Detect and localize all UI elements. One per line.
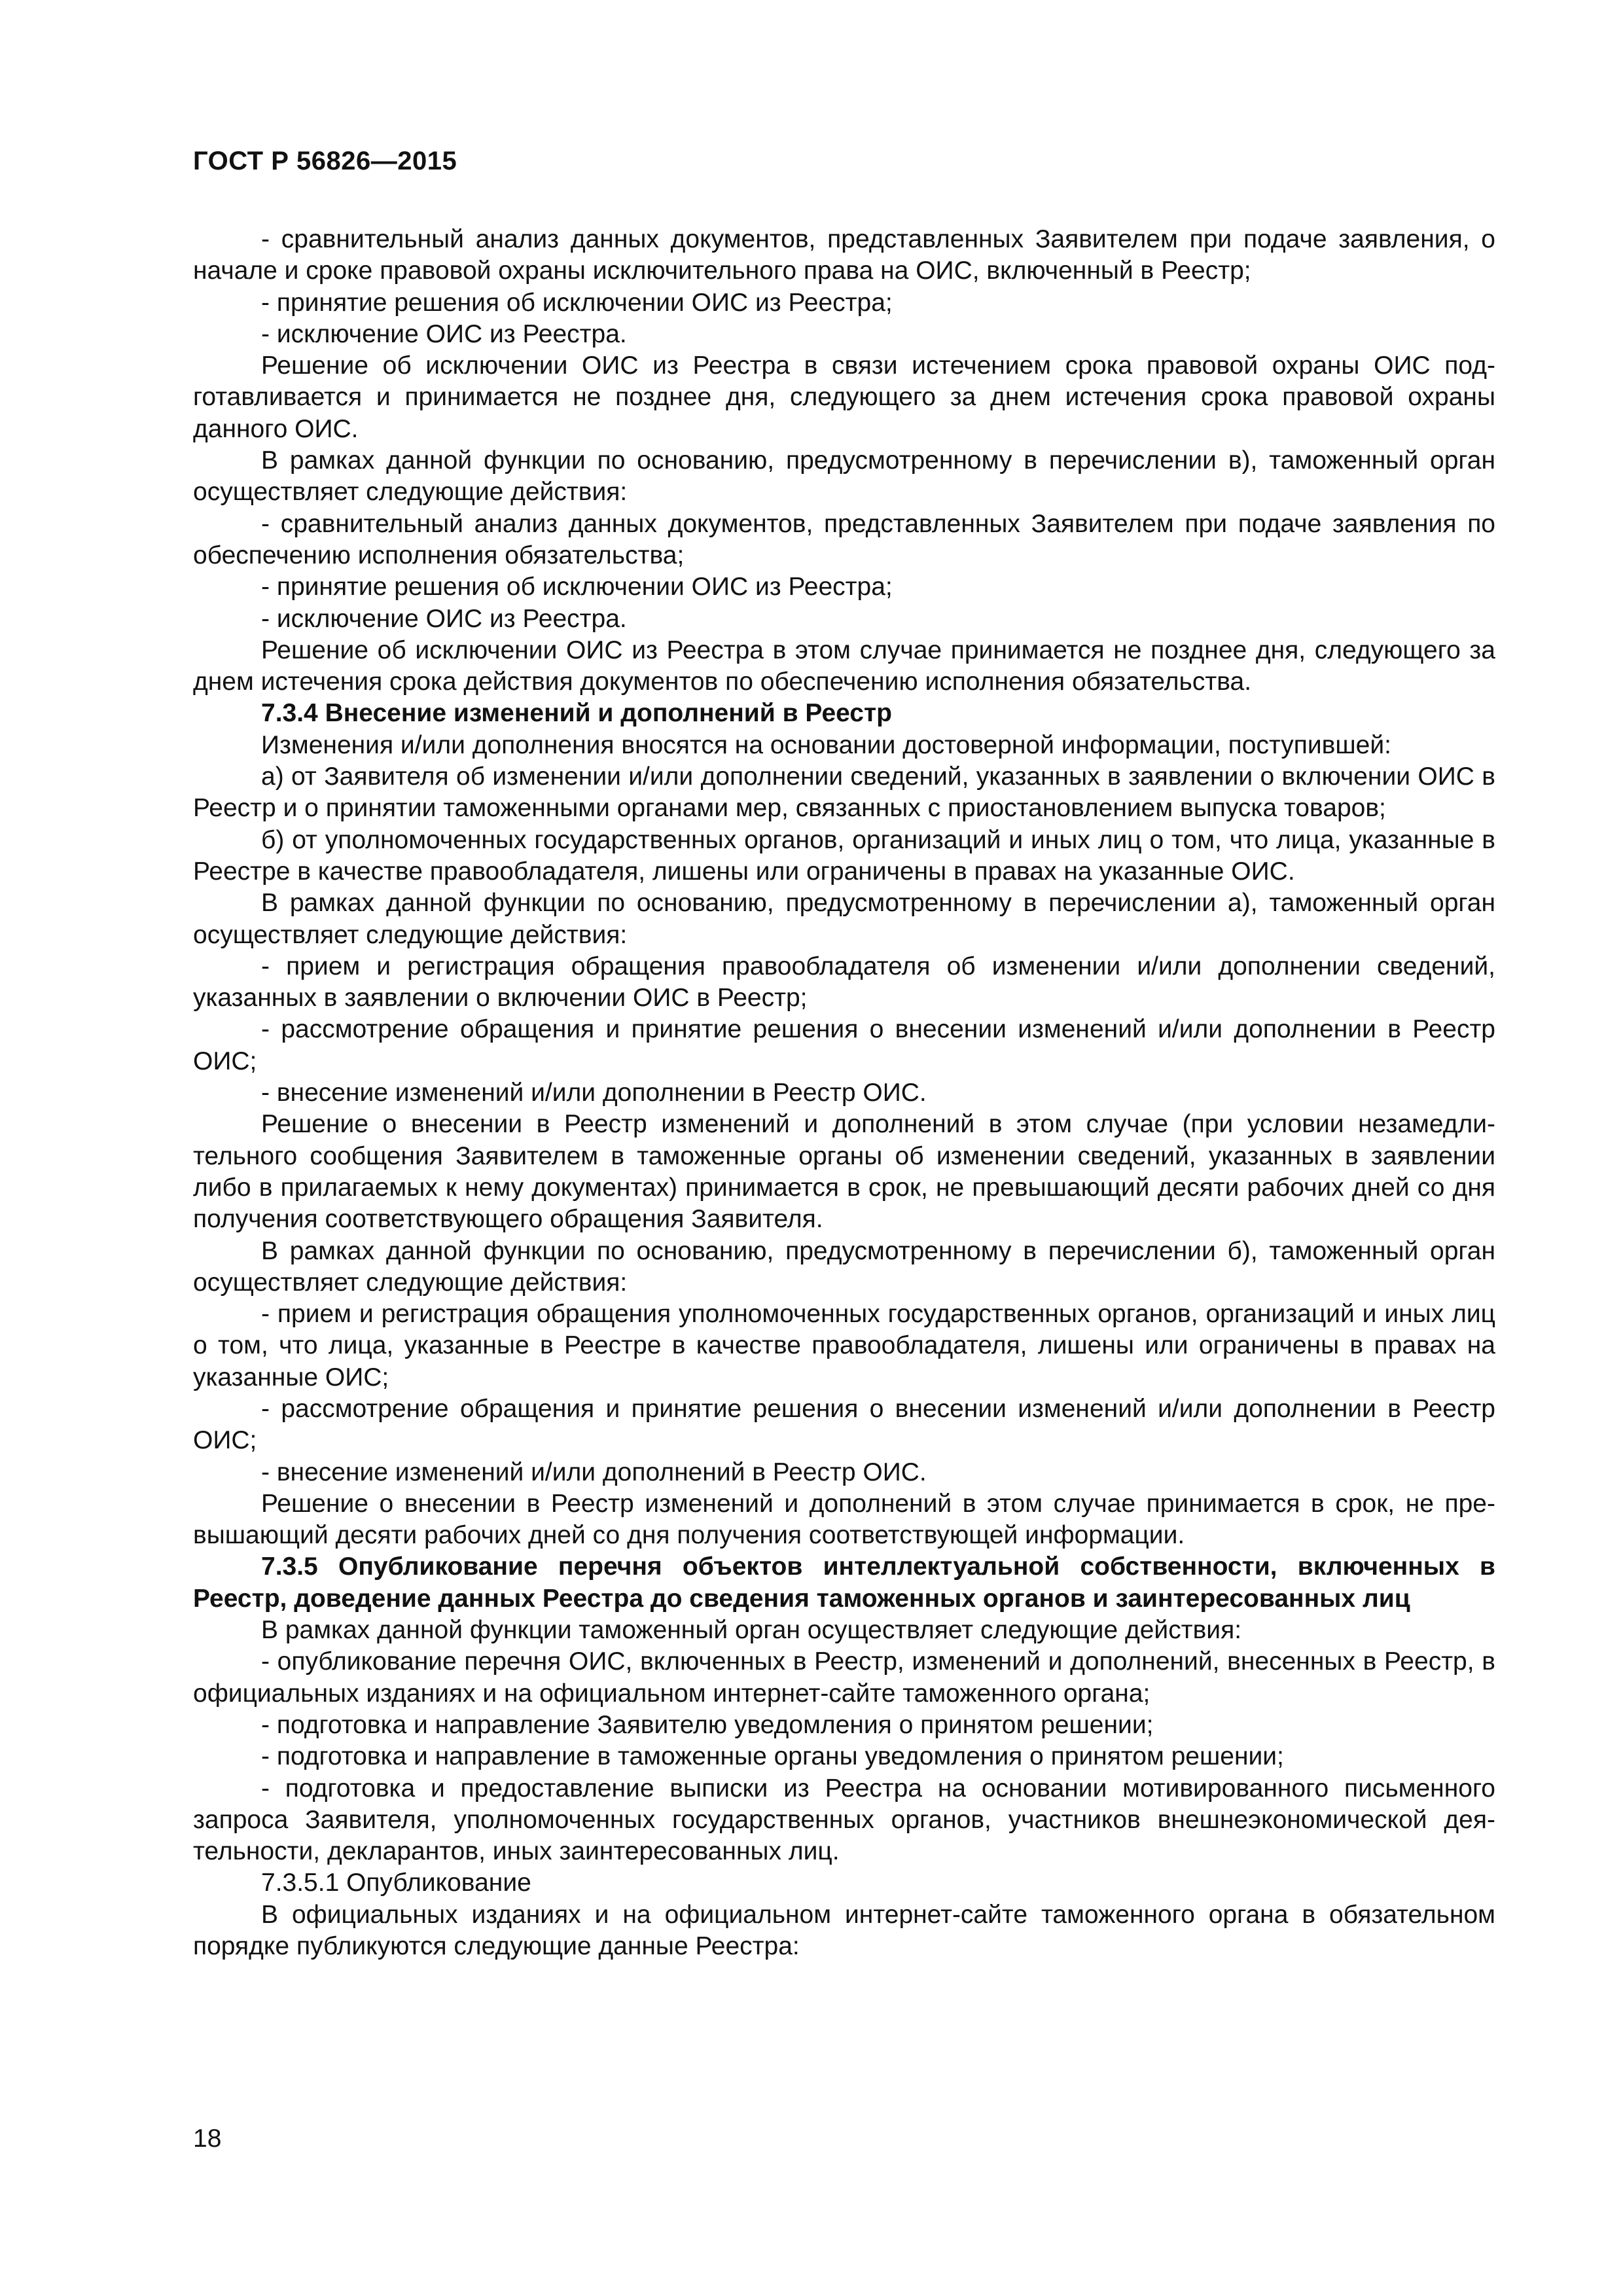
paragraph: - внесение изменений и/или дополнений в Реестр ОИС. <box>261 1458 927 1486</box>
document-body <box>193 224 1495 1962</box>
paragraph: - прием и регистрация обращения правообладателя об изменении и/или дополнении сведений, указанных в заявлении о включении ОИС в Реестр; <box>193 952 1495 1013</box>
subsection-heading-7-3-5-1: 7.3.5.1 Опубликование <box>261 1869 531 1897</box>
paragraph: - подготовка и предоставление выписки из Реестра на основании мотивированного письменного запроса Заявителя, уполномоченных государственных органов, участников внешнеэкономической деятельности, декларантов, иных заинтересованных лиц. <box>193 1774 1495 1866</box>
paragraph: - рассмотрение обращения и принятие решения о внесении изменений и/или дополнении в Реестр ОИС; <box>193 1015 1495 1075</box>
paragraph: - исключение ОИС из Реестра. <box>261 319 627 348</box>
paragraph: Решение о внесении в Реестр изменений и дополнений в этом случае (при условии незамедлительного сообщения Заявителем в таможенные органы об изменении сведений, указанных в заявлении либо в прилагаемых к нему документах) принимается в срок, не превышающий десяти рабочих дней со дня получения соответствующего обращения Заявителя. <box>193 1110 1495 1234</box>
paragraph: - подготовка и направление в таможенные органы уведомления о принятом решении; <box>261 1742 1284 1771</box>
document-header: ГОСТ Р 56826—2015 <box>193 147 457 175</box>
paragraph: а) от Заявителя об изменении и/или дополнении сведений, указанных в заявлении о включении ОИС в Реестр и о принятии таможенными органами мер, связанных с приостановлением выпуска товаров; <box>193 762 1495 823</box>
paragraph: В рамках данной функции по основанию, предусмотренному в перечислении в), таможенный орган осуществляет следующие действия: <box>193 446 1495 507</box>
paragraph: В рамках данной функции таможенный орган осуществляет следующие действия: <box>261 1616 1242 1645</box>
section-heading-7-3-5: 7.3.5 Опубликование перечня объектов интеллектуальной собственности, включенных в Реестр, доведение данных Реестра до сведения таможенных органов и заинтересованных лиц <box>193 1552 1495 1613</box>
paragraph: - сравнительный анализ данных документов, представленных Заявителем при подаче заявления по обеспечению исполнения обязательства; <box>193 509 1495 569</box>
paragraph: Решение о внесении в Реестр изменений и дополнений в этом случае принимается в срок, не превышающий десяти рабочих дней со дня получения соответствующей информации. <box>193 1489 1495 1550</box>
paragraph: Решение об исключении ОИС из Реестра в этом случае принимается не позднее дня, следующего за днем истечения срока действия документов по обеспечению исполнения обязательства. <box>193 636 1495 696</box>
paragraph: - принятие решения об исключении ОИС из Реестра; <box>261 573 893 601</box>
paragraph: В рамках данной функции по основанию, предусмотренному в перечислении а), таможенный орган осуществляет следующие действия: <box>193 889 1495 949</box>
paragraph: Решение об исключении ОИС из Реестра в связи истечением срока правовой охраны ОИС подготавливается и принимается не позднее дня, следующего за днем истечения срока правовой охраны данного ОИС. <box>193 351 1495 443</box>
paragraph: Изменения и/или дополнения вносятся на основании достоверной информации, поступившей: <box>261 730 1391 759</box>
paragraph: б) от уполномоченных государственных органов, организаций и иных лиц о том, что лица, указанные в Реестре в качестве правообладателя, лишены или ограничены в правах на указанные ОИС. <box>193 825 1495 886</box>
paragraph: - внесение изменений и/или дополнении в Реестр ОИС. <box>261 1079 927 1107</box>
paragraph: - сравнительный анализ данных документов, представленных Заявителем при подаче заявления, о начале и сроке правовой охраны исключительного права на ОИС, включенный в Реестр; <box>193 225 1495 285</box>
paragraph: - рассмотрение обращения и принятие решения о внесении изменений и/или дополнении в Реестр ОИС; <box>193 1394 1495 1455</box>
paragraph: В официальных изданиях и на официальном интернет-сайте таможенного органа в обязательном порядке публикуются следующие данные Реестра: <box>193 1900 1495 1961</box>
paragraph: - подготовка и направление Заявителю уведомления о принятом решении; <box>261 1710 1154 1739</box>
paragraph: - принятие решения об исключении ОИС из Реестра; <box>261 288 893 317</box>
paragraph: - исключение ОИС из Реестра. <box>261 604 627 633</box>
paragraph: В рамках данной функции по основанию, предусмотренному в перечислении б), таможенный орган осуществляет следующие действия: <box>193 1236 1495 1297</box>
paragraph: - прием и регистрация обращения уполномоченных государственных органов, организаций и иных лиц о том, что лица, указанные в Реестре в качестве правообладателя, лишены или ограничены в правах на указанные ОИС; <box>193 1300 1495 1391</box>
page-number: 18 <box>193 2125 222 2153</box>
paragraph: - опубликование перечня ОИС, включенных в Реестр, изменений и дополнений, внесенных в Реестр, в официальных изданиях и на официальном интернет-сайте таможенного органа; <box>193 1647 1495 1708</box>
section-heading-7-3-4: 7.3.4 Внесение изменений и дополнений в Реестр <box>261 699 892 728</box>
